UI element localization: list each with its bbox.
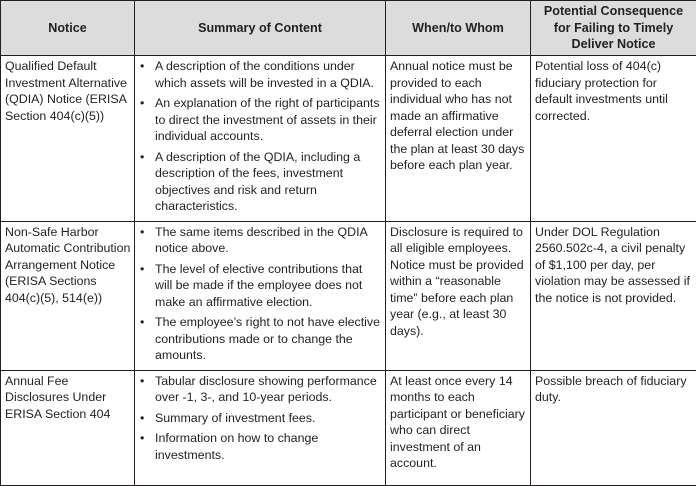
consequence-cell: Under DOL Regulation 2560.502c-4, a civil penalty of $1,100 per day, per violation may be assessed if the notice is not provided. [531, 221, 696, 370]
summary-item: • Information on how to change investments. [139, 430, 382, 463]
notice-cell: Non-Safe Harbor Automatic Contribution Arrangement Notice (ERISA Sections 404(c)(5), 514(e)) [1, 221, 135, 370]
when-cell: At least once every 14 months to each participant or beneficiary who can direct investment of an account. [386, 370, 531, 485]
header-summary: Summary of Content [135, 1, 386, 56]
table-row [1, 56, 696, 222]
summary-item: • The same items described in the QDIA notice above. [139, 224, 382, 257]
header-consequence: Potential Consequence for Failing to Timely Deliver Notice [531, 1, 696, 56]
consequence-cell: Possible breach of fiduciary duty. [531, 370, 696, 485]
consequence-cell: Potential loss of 404(c) fiduciary protection for default investments until corrected. [531, 56, 696, 222]
summary-list [139, 224, 382, 364]
table-body [1, 56, 696, 486]
table-row [1, 221, 696, 370]
summary-list [139, 373, 382, 464]
table-header [1, 1, 696, 56]
header-row [1, 1, 696, 56]
notice-cell: Qualified Default Investment Alternative (QDIA) Notice (ERISA Section 404(c)(5)) [1, 56, 135, 222]
header-when-to-whom: When/to Whom [386, 1, 531, 56]
summary-cell [135, 370, 386, 485]
when-cell: Annual notice must be provided to each individual who has not made an affirmative deferral election under the plan at least 30 days before each plan year. [386, 56, 531, 222]
summary-item: • A description of the conditions under which assets will be invested in a QDIA. [139, 58, 382, 91]
summary-list [139, 58, 382, 215]
summary-item: • The level of elective contributions that will be made if the employee does not make an affirmative election. [139, 261, 382, 311]
summary-cell [135, 221, 386, 370]
table-row [1, 370, 696, 485]
header-notice: Notice [1, 1, 135, 56]
summary-item: • Tabular disclosure showing performance over -1, 3-, and 10-year periods. [139, 373, 382, 406]
summary-item: • A description of the QDIA, including a description of the fees, investment objectives and risk and return characteristics. [139, 149, 382, 215]
notice-cell: Annual Fee Disclosures Under ERISA Section 404 [1, 370, 135, 485]
summary-item: • An explanation of the right of participants to direct the investment of assets in their individual accounts. [139, 95, 382, 145]
when-cell: Disclosure is required to all eligible employees. Notice must be provided within a “reasonable time” before each plan year (e.g., at least 30 days). [386, 221, 531, 370]
summary-cell [135, 56, 386, 222]
summary-item: • The employee’s right to not have elective contributions made or to change the amounts. [139, 314, 382, 364]
summary-item: • Summary of investment fees. [139, 410, 382, 427]
